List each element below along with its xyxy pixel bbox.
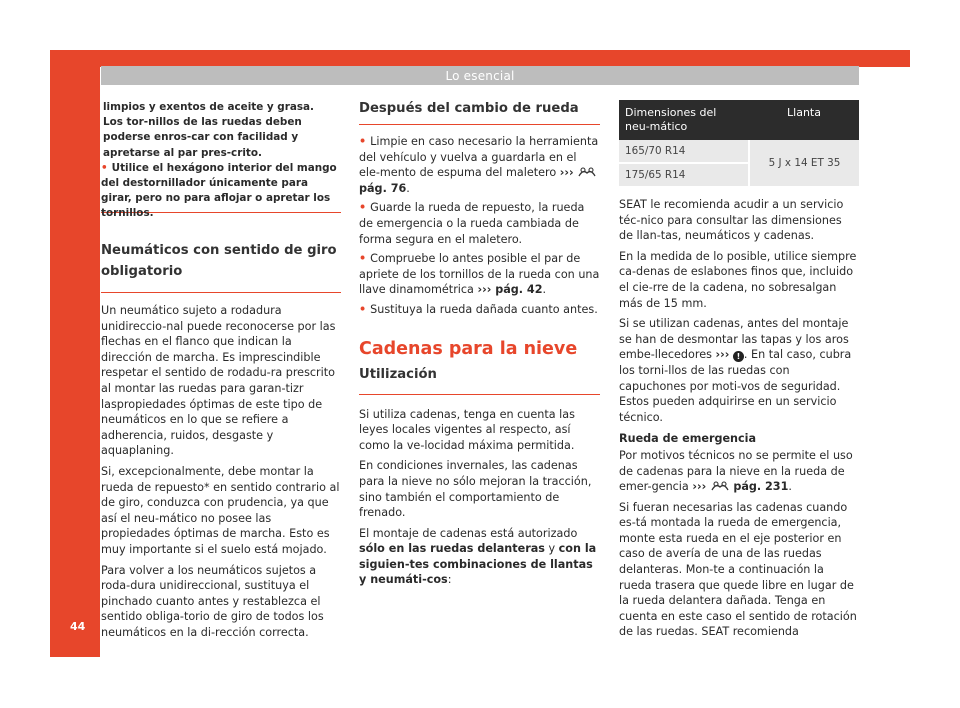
usage-paragraph-3: El montaje de cadenas está autorizado sólo en las ruedas delanteras y con la siguien-tes combinaciones de llantas y neumáti-cos: <box>359 526 597 587</box>
bullet-icon: • <box>359 252 367 266</box>
bullet-item-3: • Compruebe lo antes posible el par de apriete de los tornillos de la rueda con una llave dinamométrica ››› pág. 42. <box>359 252 600 297</box>
subheading-emergency-wheel: Rueda de emergencia <box>619 432 757 446</box>
running-header <box>101 66 859 85</box>
tyre-rim-table <box>619 100 859 186</box>
ref-arrows: ››› <box>559 166 574 180</box>
col3-paragraph-5: Si fueran necesarias las cadenas cuando es-tá montada la rueda de emergencia, monte esta rueda en el eje posterior en caso de avería de una de las ruedas delanteras. Mon-te a continuación la rueda trasera que quede libre en lugar de la rueda delantera dañada. Tenga en cuenta en este caso el sentido de rotación de las ruedas. SEAT recomienda <box>619 500 857 639</box>
table-cell-rim: 5 J x 14 ET 35 <box>749 140 859 186</box>
bullet-item-2: • Guarde la rueda de repuesto, la rueda de emergencia o la rueda cambiada de forma segura en el maletero. <box>359 201 585 246</box>
col3-paragraph-1: SEAT le recomienda acudir a un servicio téc-nico para consultar las dimensiones de llan-tas, neumáticos y cadenas. <box>619 198 844 243</box>
warning-text-2: Utilice el hexágono interior del mango del destornillador únicamente para girar, pero no para aflojar o apretar los tornillos. <box>101 161 337 220</box>
warning-icon[interactable]: ! <box>733 351 744 362</box>
column-2 <box>359 100 600 593</box>
paragraph-3: Para volver a los neumáticos sujetos a roda-dura unidireccional, sustituya el pinchado cuanto antes y restablezca el sentido obliga-torio de giro de todos los neumáticos en la di-rección correcta. <box>101 563 324 639</box>
col3-paragraph-3: Si se utilizan cadenas, antes del montaje se han de desmontar las tapas y los aros embe-llecedores ››› ! . En tal caso, cubra los torni-llos de las ruedas con capuchones por moti-vos de seguridad. Estos pueden adquirirse en un servicio técnico. <box>619 317 852 424</box>
book-reference-icon <box>577 166 597 178</box>
usage-paragraph-1: Si utiliza cadenas, tenga en cuenta las leyes locales vigentes al respecto, así como la ve-locidad máxima permitida. <box>359 407 575 452</box>
bullet-icon: • <box>359 135 367 148</box>
bullet-icon: • <box>101 161 108 174</box>
book-reference-icon <box>710 480 730 492</box>
bullet-item-1: • Limpie en caso necesario la herramienta del vehículo y vuelva a guardarla en el ele-mento de espuma del maletero ››› pág. 76. <box>359 135 599 195</box>
col3-paragraph-4: Por motivos técnicos no se permite el uso de cadenas para la nieve en la rueda de emer-gencia ››› pág. 231. <box>619 448 853 494</box>
warning-item-2 <box>101 161 337 222</box>
column-1 <box>101 240 341 645</box>
table-cell-tyre-size: 175/65 R14 <box>619 163 749 186</box>
page-reference-link[interactable]: pág. 76 <box>359 181 407 195</box>
table-header-rim: Llanta <box>749 100 859 140</box>
table-header-tyre-size: Dimensiones del neu-mático <box>619 100 749 140</box>
page-number: 44 <box>70 620 86 633</box>
table-row <box>619 140 859 163</box>
ref-arrows: ››› <box>692 480 707 494</box>
table-header-row <box>619 100 859 140</box>
bullet-item-4: • Sustituya la rueda dañada cuanto antes. <box>359 302 598 316</box>
bullet-icon: • <box>359 201 367 215</box>
table-cell-tyre-size: 165/70 R14 <box>619 140 749 163</box>
usage-paragraph-2: En condiciones invernales, las cadenas para la nieve no sólo mejoran la tracción, sino también el comportamiento de frenado. <box>359 459 592 520</box>
ref-arrows: ››› <box>715 348 730 362</box>
warning-text-1: limpios y exentos de aceite y grasa. Los tor-nillos de las ruedas deben poderse enros-car con facilidad y apretarse al par pres-crito. <box>103 101 315 159</box>
paragraph-2: Si, excepcionalmente, debe montar la rueda de repuesto* en sentido contrario al de giro, conduzca con prudencia, ya que así el neu-mático no posee las propiedades óptimas de marcha. Esto es muy importante si el suelo está mojado. <box>101 464 340 556</box>
heading-after-wheel-change: Después del cambio de rueda <box>359 100 600 125</box>
running-header-title: Lo esencial <box>445 68 515 83</box>
bullet-icon: • <box>359 302 367 316</box>
page-reference-link[interactable]: pág. 231 <box>733 480 789 494</box>
paragraph-1: Un neumático sujeto a rodadura unidireccio-nal puede reconocerse por las flechas en el flanco que indican la dirección de marcha. Es imprescindible respetar el sentido de rodadu-ra prescrito al montar las ruedas para garan-tizr laspropiedades óptimas de este tipo de neumáticos en lo que se refiere a adherencia, ruidos, desgaste y aquaplaning. <box>101 304 336 458</box>
heading-directional-tyres: Neumáticos con sentido de giro obligatorio <box>101 240 341 293</box>
col3-paragraph-2: En la medida de lo posible, utilice siempre ca-denas de eslabones finos que, incluido el cie-rre de la cadena, no sobresalgan más de 15 mm. <box>619 249 857 310</box>
page-reference-link[interactable]: ››› pág. 42 <box>477 283 543 297</box>
section-title-snow-chains: Cadenas para la nieve <box>359 338 578 359</box>
column-3 <box>619 197 859 645</box>
subheading-usage: Utilización <box>359 366 600 395</box>
warning-box-continued <box>101 100 341 220</box>
